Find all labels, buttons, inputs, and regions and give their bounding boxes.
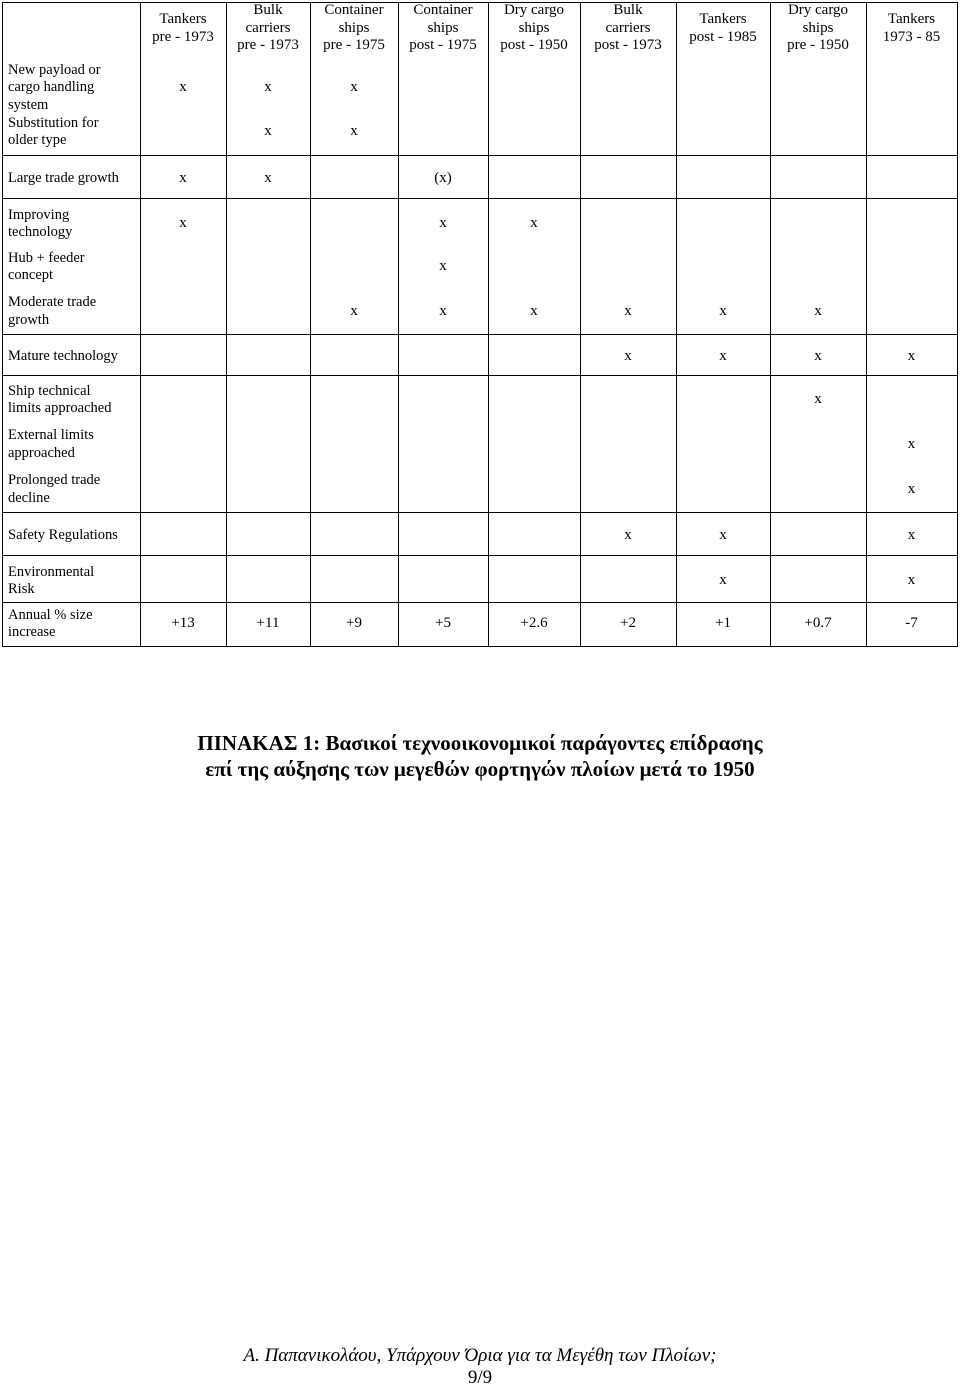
factor-mark: x <box>179 215 187 231</box>
factor-mark: x <box>907 435 916 452</box>
size-increase-value: +5 <box>435 615 451 631</box>
table-vline <box>957 2 958 646</box>
row-label: Hub + feeder concept <box>8 249 85 283</box>
table-vline <box>2 2 3 646</box>
size-increase-value: +13 <box>171 615 195 631</box>
factor-mark: x <box>907 572 916 588</box>
row-label: Ship technical limits approached <box>8 382 112 416</box>
factor-mark: x <box>350 302 358 319</box>
row-label: New payload or cargo handling system <box>8 61 101 113</box>
column-header: Dry cargo ships post - 1950 <box>500 2 568 53</box>
column-header: Bulk carriers post - 1973 <box>594 2 662 53</box>
factor-mark: x <box>719 302 727 319</box>
table-hline <box>2 334 958 335</box>
factor-mark: x <box>624 347 632 364</box>
row-label: Mature technology <box>8 347 118 364</box>
size-increase-value: -7 <box>905 615 918 631</box>
factor-mark: x <box>439 215 447 231</box>
size-increase-value: +11 <box>256 615 280 631</box>
row-label: Prolonged trade decline <box>8 472 101 506</box>
footer-author: Α. Παπανικολάου, Υπάρχουν Όρια για τα Μεγέθη των Πλοίων; <box>243 1345 717 1366</box>
row-label-size-increase: Annual % size increase <box>8 606 93 640</box>
table-vline <box>140 2 141 646</box>
factor-mark: x <box>814 391 822 407</box>
factor-mark: x <box>179 79 187 95</box>
table-vline <box>488 2 489 646</box>
factor-mark: x <box>530 215 538 231</box>
size-increase-value: +1 <box>715 615 731 631</box>
factor-mark: x <box>624 526 632 543</box>
table-caption <box>0 730 960 782</box>
column-header: Tankers post - 1985 <box>689 11 757 45</box>
column-header: Container ships post - 1975 <box>409 2 477 53</box>
column-header: Tankers pre - 1973 <box>152 11 214 45</box>
column-header: Container ships pre - 1975 <box>323 2 385 53</box>
size-increase-value: +2 <box>620 615 636 631</box>
table-hline <box>2 602 958 603</box>
factor-mark: x <box>719 526 727 543</box>
table-vline <box>770 2 771 646</box>
column-header: Bulk carriers pre - 1973 <box>237 2 299 53</box>
size-increase-value: +9 <box>346 615 362 631</box>
table-vline <box>398 2 399 646</box>
column-header: Tankers 1973 - 85 <box>882 11 941 45</box>
table-hline <box>2 646 958 647</box>
factor-mark: x <box>907 526 916 543</box>
table-hline <box>2 155 958 156</box>
row-label: Environmental Risk <box>8 563 95 597</box>
table-hline <box>2 375 958 376</box>
factor-mark: x <box>907 347 916 364</box>
table-vline <box>226 2 227 646</box>
row-label: Improving technology <box>8 206 73 240</box>
table-hline <box>2 198 958 199</box>
factor-mark: x <box>264 123 272 139</box>
factor-mark: (x) <box>434 170 452 186</box>
page-number: 9/9 <box>467 1367 493 1388</box>
row-label: Safety Regulations <box>8 526 118 543</box>
factor-mark: x <box>439 302 447 319</box>
factor-mark: x <box>264 170 272 186</box>
table-hline <box>2 512 958 513</box>
row-label: Large trade growth <box>8 170 119 187</box>
table-hline <box>2 555 958 556</box>
size-increase-value: +2.6 <box>520 615 548 631</box>
table-vline <box>866 2 867 646</box>
table-vline <box>580 2 581 646</box>
factor-mark: x <box>719 572 727 588</box>
factor-mark: x <box>179 170 187 186</box>
factor-mark: x <box>350 79 358 95</box>
row-label: Moderate trade growth <box>8 294 97 328</box>
factor-mark: x <box>624 302 632 319</box>
factor-mark: x <box>814 302 822 319</box>
factor-mark: x <box>814 347 822 364</box>
factor-mark: x <box>907 480 916 497</box>
factor-mark: x <box>264 79 272 95</box>
factor-mark: x <box>350 123 358 139</box>
table-vline <box>676 2 677 646</box>
caption-line-1: ΠΙΝΑΚΑΣ 1: Βασικοί τεχνοοικονομικοί παράγοντες επίδρασης <box>197 731 763 755</box>
factor-mark: x <box>439 258 447 274</box>
factor-mark: x <box>530 302 538 319</box>
size-increase-value: +0.7 <box>804 615 832 631</box>
table-vline <box>310 2 311 646</box>
column-header: Dry cargo ships pre - 1950 <box>787 2 849 53</box>
row-label: Substitution for older type <box>8 114 99 148</box>
factor-mark: x <box>719 347 727 364</box>
row-label: External limits approached <box>8 427 94 461</box>
caption-line-2: επί της αύξησης των μεγεθών φορτηγών πλοίων μετά το 1950 <box>205 757 755 781</box>
